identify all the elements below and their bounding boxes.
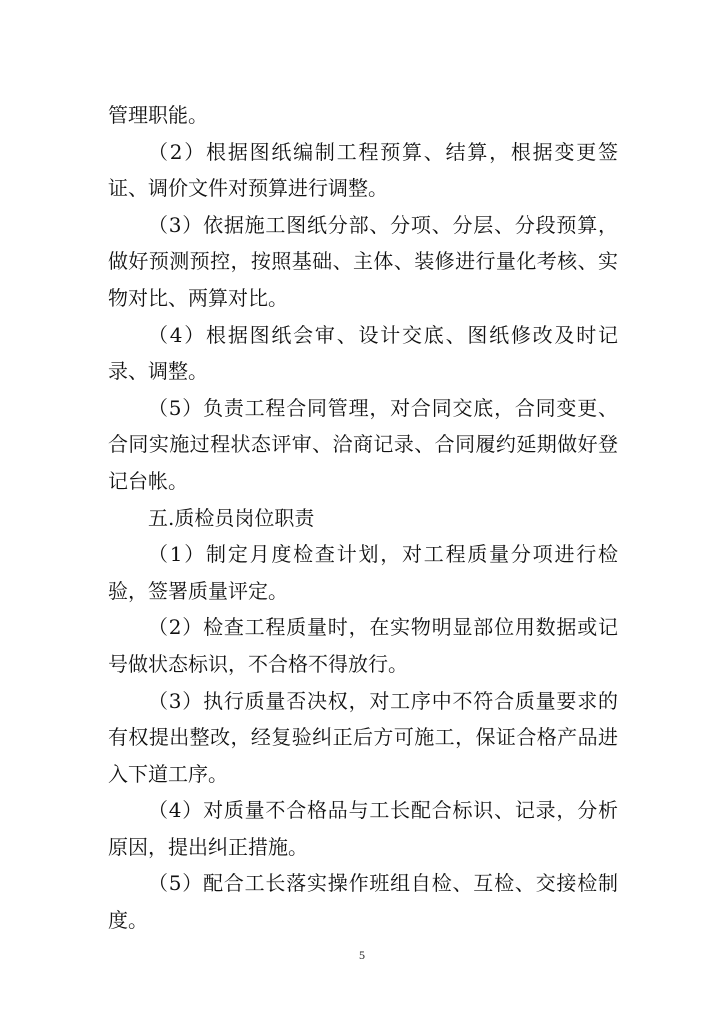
paragraph-item-4-nonconforming: （4）对质量不合格品与工长配合标识、记录，分析原因，提出纠正措施。 (108, 798, 618, 859)
paragraph-item-4-records: （4）根据图纸会审、设计交底、图纸修改及时记录、调整。 (108, 322, 618, 384)
paragraph-item-3-veto: （3）执行质量否决权，对工序中不符合质量要求的有权提出整改，经复验纠正后方可施工，保证合格产品进入下道工序。 (108, 688, 618, 786)
paragraph-item-1-inspection-plan: （1）制定月度检查计划，对工程质量分项进行检验，签署质量评定。 (108, 542, 618, 603)
section-heading-quality-inspector: 五.质检员岗位职责 (148, 505, 315, 530)
paragraph-continuation: 管理职能。 (108, 103, 208, 127)
paragraph-item-5-contracts: （5）负责工程合同管理，对合同交底，合同变更、合同实施过程状态评审、洽商记录、合同履约延期做好登记台帐。 (108, 395, 618, 493)
paragraph-item-3-forecast: （3）依据施工图纸分部、分项、分层、分段预算，做好预测预控，按照基础、主体、装修进行量化考核、实物对比、两算对比。 (108, 212, 618, 310)
document-body (108, 97, 618, 939)
paragraph-item-2-budget: （2）根据图纸编制工程预算、结算，根据变更签证、调价文件对预算进行调整。 (108, 139, 618, 201)
paragraph-item-5-self-check: （5）配合工长落实操作班组自检、互检、交接检制度。 (108, 871, 618, 933)
page-number: 5 (359, 948, 365, 962)
paragraph-item-2-status-marking: （2）检查工程质量时，在实物明显部位用数据或记号做状态标识，不合格不得放行。 (108, 615, 618, 676)
